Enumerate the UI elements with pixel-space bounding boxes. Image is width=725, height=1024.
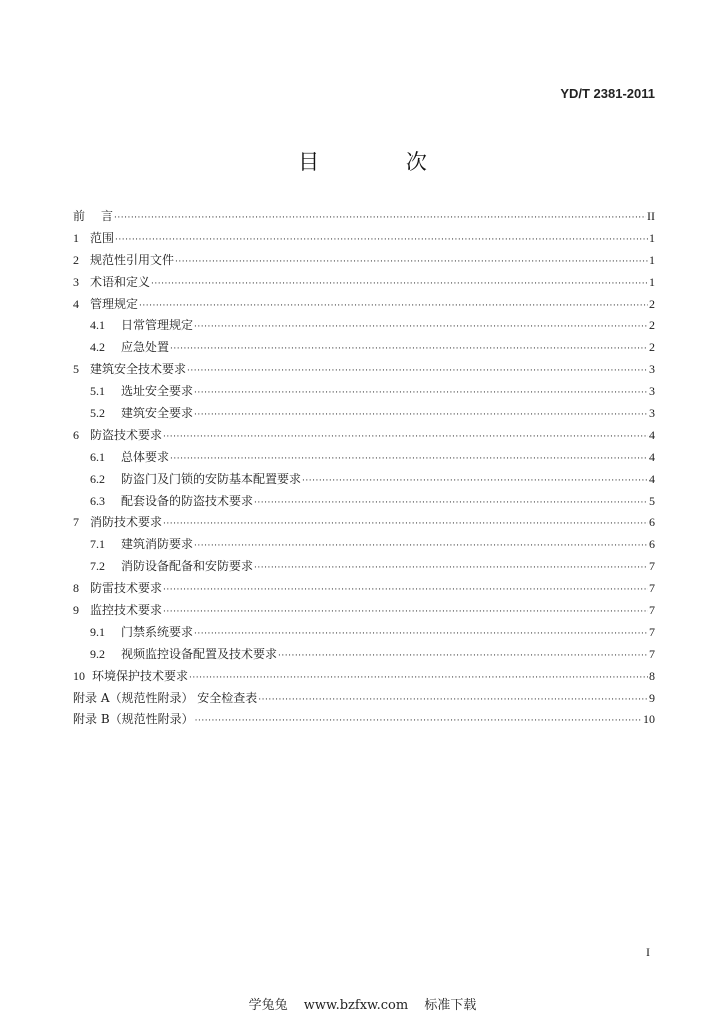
toc-subentry[interactable] (73, 644, 655, 666)
toc-entry-label: 管理规定 (90, 296, 139, 311)
toc-dot-leader (254, 558, 648, 580)
toc-dot-leader (115, 230, 648, 252)
toc-dot-leader (114, 208, 646, 230)
toc-entry-number: 4 (73, 296, 79, 311)
toc-dot-leader (278, 646, 648, 668)
footer-site-name: 学兔兔 (248, 998, 288, 1013)
toc-entry-page: 4 (649, 427, 655, 442)
toc-entry-page: 6 (649, 537, 655, 552)
toc-entry-page: 1 (649, 230, 655, 245)
toc-entry[interactable] (73, 666, 655, 688)
toc-dot-leader (163, 580, 648, 602)
toc-title: 目 次 (298, 150, 467, 174)
toc-entry-label: 环境保护技术要求 (92, 668, 189, 683)
toc-subentry[interactable] (73, 447, 655, 469)
toc-entry[interactable] (73, 206, 655, 228)
toc-subentry[interactable] (73, 491, 655, 513)
toc-subentry[interactable] (73, 403, 655, 425)
toc-dot-leader (194, 317, 648, 339)
toc-subentry[interactable] (73, 469, 655, 491)
toc-entry-page: 4 (649, 449, 655, 464)
toc-entry[interactable] (73, 250, 655, 272)
toc-entry-number: 5.1 (90, 384, 105, 399)
toc-entry-label: 总体要求 (121, 449, 170, 464)
footer-url[interactable]: www.bzfxw.com (303, 998, 409, 1013)
toc-dot-leader (163, 514, 648, 536)
toc-entry[interactable] (73, 688, 655, 710)
toc-entry-label: 防盗技术要求 (90, 427, 163, 442)
toc-entry[interactable] (73, 512, 655, 534)
toc-entry-page: 1 (649, 252, 655, 267)
toc-entry-page: 7 (649, 646, 655, 661)
toc-entry-number: 7 (73, 515, 79, 530)
toc-entry-number: 6 (73, 427, 79, 442)
toc-entry-page: 8 (649, 668, 655, 683)
toc-subentry[interactable] (73, 337, 655, 359)
toc-entry[interactable] (73, 425, 655, 447)
toc-entry-page: 2 (649, 340, 655, 355)
toc-entry-page: 1 (649, 274, 655, 289)
toc-entry[interactable] (73, 709, 655, 731)
toc-dot-leader (151, 274, 648, 296)
toc-entry-number: 10 (73, 668, 85, 683)
toc-entry-number: 5.2 (90, 406, 105, 421)
footer-tagline: 标准下载 (424, 998, 477, 1013)
toc-subentry[interactable] (73, 315, 655, 337)
toc-entry-label: 防盗门及门锁的安防基本配置要求 (121, 471, 302, 486)
toc-entry-label: 建筑消防要求 (121, 537, 194, 552)
toc-dot-leader (170, 339, 648, 361)
toc-entry-number: 4.2 (90, 340, 105, 355)
toc-entry-label: 范围 (90, 230, 115, 245)
toc-dot-leader (139, 296, 648, 318)
toc-entry-number: 9 (73, 603, 79, 618)
toc-entry-label: 选址安全要求 (121, 384, 194, 399)
toc-entry-label: 附录 A（规范性附录） 安全检查表 (73, 690, 258, 705)
page-number: I (646, 945, 650, 959)
toc-entry-number: 6.1 (90, 449, 105, 464)
toc-entry-number: 7.1 (90, 537, 105, 552)
toc-entry-number: 4.1 (90, 318, 105, 333)
toc-entry-label: 门禁系统要求 (121, 624, 194, 639)
toc-entry-label: 配套设备的防盗技术要求 (121, 493, 254, 508)
toc-entry-page: 2 (649, 318, 655, 333)
toc-entry-label: 术语和定义 (90, 274, 151, 289)
toc-entry-page: 6 (649, 515, 655, 530)
toc-entry-label: 附录 B（规范性附录） (73, 712, 194, 727)
toc-entry[interactable] (73, 228, 655, 250)
toc-entry-page: 9 (649, 690, 655, 705)
toc-entry-label: 建筑安全要求 (121, 406, 194, 421)
toc-subentry[interactable] (73, 381, 655, 403)
toc-entry-page: 2 (649, 296, 655, 311)
toc-dot-leader (194, 405, 648, 427)
toc-entry-label: 消防技术要求 (90, 515, 163, 530)
toc-entry-number: 7.2 (90, 559, 105, 574)
toc-entry-page: 3 (649, 384, 655, 399)
toc-entry-number: 前 (73, 209, 86, 223)
toc-entry[interactable] (73, 600, 655, 622)
toc-dot-leader (189, 668, 648, 690)
toc-entry-number: 9.2 (90, 646, 105, 661)
toc-dot-leader (163, 427, 648, 449)
toc-entry-number: 6.2 (90, 471, 105, 486)
toc-dot-leader (302, 471, 648, 493)
toc-entry-label: 监控技术要求 (90, 603, 163, 618)
toc-dot-leader (258, 690, 648, 712)
toc-entry-number: 9.1 (90, 624, 105, 639)
toc-entry-label: 言 (101, 209, 114, 223)
toc-entry-label: 规范性引用文件 (90, 252, 175, 267)
toc-dot-leader (175, 252, 648, 274)
toc-entry-number: 2 (73, 252, 79, 267)
toc-entry-page: 10 (643, 712, 655, 727)
toc-entry[interactable] (73, 578, 655, 600)
toc-entry[interactable] (73, 294, 655, 316)
toc-entry-page: 3 (649, 362, 655, 377)
toc-entry-page: 5 (649, 493, 655, 508)
toc-entry[interactable] (73, 359, 655, 381)
footer (0, 994, 725, 1013)
toc-entry-number: 6.3 (90, 493, 105, 508)
toc-entry-page: 7 (649, 603, 655, 618)
toc-entry-page: 7 (649, 559, 655, 574)
toc-entry-page: 7 (649, 581, 655, 596)
toc-entry-page: 4 (649, 471, 655, 486)
toc-entry-label: 消防设备配备和安防要求 (121, 559, 254, 574)
standard-code: YD/T 2381-2011 (560, 86, 655, 101)
toc-dot-leader (170, 449, 648, 471)
toc-dot-leader (187, 361, 648, 383)
toc-dot-leader (194, 624, 648, 646)
toc-entry-number: 5 (73, 362, 79, 377)
toc-dot-leader (163, 602, 648, 624)
toc-subentry[interactable] (73, 622, 655, 644)
toc-dot-leader (194, 383, 648, 405)
toc-entry-label: 建筑安全技术要求 (90, 362, 187, 377)
table-of-contents (73, 206, 655, 731)
toc-entry-label: 防雷技术要求 (90, 581, 163, 596)
toc-entry-page: II (647, 209, 655, 223)
toc-entry-label: 视频监控设备配置及技术要求 (121, 646, 278, 661)
toc-dot-leader (254, 493, 648, 515)
toc-entry[interactable] (73, 272, 655, 294)
toc-entry-label: 应急处置 (121, 340, 170, 355)
toc-entry-number: 8 (73, 581, 79, 596)
toc-subentry[interactable] (73, 534, 655, 556)
toc-dot-leader (194, 536, 648, 558)
toc-entry-label: 日常管理规定 (121, 318, 194, 333)
toc-entry-page: 7 (649, 624, 655, 639)
toc-entry-number: 3 (73, 274, 79, 289)
toc-entry-number: 1 (73, 230, 79, 245)
toc-subentry[interactable] (73, 556, 655, 578)
toc-dot-leader (195, 711, 642, 733)
toc-entry-page: 3 (649, 406, 655, 421)
